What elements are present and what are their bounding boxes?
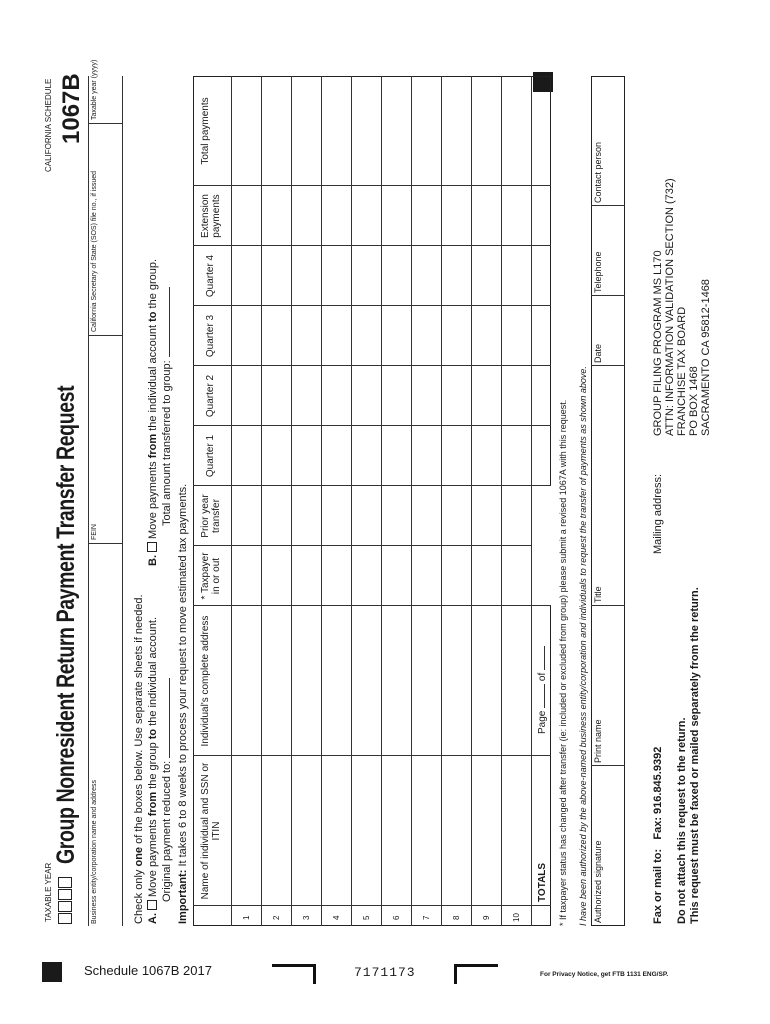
mailing-address-label: Mailing address: <box>652 473 664 554</box>
row-number: 2 <box>272 915 281 920</box>
col-quarter-3: Quarter 3 <box>205 314 216 358</box>
year-digit-box[interactable] <box>58 877 72 888</box>
col-name-ssn: Name of individual and SSN or ITIN <box>200 762 222 900</box>
title-field[interactable]: Title <box>593 586 603 603</box>
year-digit-box[interactable] <box>58 913 72 924</box>
address-line: GROUP FILING PROGRAM MS L170 <box>652 250 664 436</box>
col-total: Total payments <box>200 97 211 165</box>
option-b-sub: Total amount transferred to group: <box>161 287 173 526</box>
taxable-year-field-label: Taxable year (yyyy) <box>91 59 98 120</box>
form-title: Group Nonresident Return Payment Transfer Request <box>52 385 80 864</box>
option-a-sub: Original payment reduced to: <box>161 678 173 902</box>
taxable-year-label: TAXABLE YEAR <box>44 862 53 922</box>
row-number: 8 <box>452 915 461 920</box>
year-digit-box[interactable] <box>58 901 72 912</box>
alignment-marker <box>42 962 62 982</box>
authorization-statement: I have been authorized by the above-named business entity/corporation and individuals to request the transfer of payments as shown above. <box>578 366 588 926</box>
schedule-year-footer: Schedule 1067B 2017 <box>84 963 212 978</box>
col-address: Individual's complete address <box>200 615 211 747</box>
row-number: 7 <box>422 915 431 920</box>
signature-row <box>591 76 625 926</box>
year-digit-box[interactable] <box>58 889 72 900</box>
taxable-year-boxes[interactable] <box>58 877 72 924</box>
total-transferred-field[interactable] <box>169 287 170 357</box>
row-number: 5 <box>362 915 371 920</box>
entity-name-label: Business entity/corporation name and address <box>91 780 98 924</box>
fax-separately-warning: This request must be faxed or mailed separately from the return. <box>689 587 701 924</box>
california-schedule-label: CALIFORNIA SCHEDULE <box>44 78 53 172</box>
option-b: B.Move payments from the individual account to the group. <box>147 258 159 566</box>
date-field[interactable]: Date <box>593 343 603 363</box>
row-number: 10 <box>512 913 521 922</box>
footnote: * If taxpayer status has changed after transfer (ie: included or excluded from group) please submit a revised 1067A with this request. <box>558 399 568 926</box>
totals-label: TOTALS <box>537 862 548 902</box>
sos-file-label: California Secretary of State (SOS) file no., if issued <box>91 170 98 332</box>
print-name-field[interactable]: Print name <box>593 719 603 763</box>
col-quarter-2: Quarter 2 <box>205 374 216 418</box>
fax-line: Fax or mail to: Fax: 916.845.9392 <box>652 746 664 924</box>
row-number: 9 <box>482 915 491 920</box>
payment-table <box>193 76 551 926</box>
barcode-number: 7171173 <box>354 965 416 980</box>
important-note: Important: It takes 6 to 8 weeks to process your request to move estimated tax payments. <box>177 483 189 924</box>
address-line: PO BOX 1468 <box>688 366 700 436</box>
row-number: 1 <box>242 915 251 920</box>
col-prior-year: Prior year transfer <box>200 494 222 538</box>
row-number: 4 <box>332 915 341 920</box>
do-not-attach-warning: Do not attach this request to the return. <box>676 717 688 924</box>
mailing-address <box>652 178 712 436</box>
col-quarter-1: Quarter 1 <box>205 434 216 478</box>
address-line: SACRAMENTO CA 95812-1468 <box>700 279 712 436</box>
col-quarter-4: Quarter 4 <box>205 254 216 298</box>
col-taxpayer-in-out: * Taxpayer in or out <box>200 552 222 600</box>
authorized-signature-field[interactable]: Authorized signature <box>593 840 603 923</box>
fein-label: FEIN <box>91 524 98 540</box>
address-line: FRANCHISE TAX BOARD <box>676 306 688 436</box>
page-total-field[interactable] <box>544 646 545 670</box>
page-indicator: Page of <box>537 646 548 734</box>
row-number: 3 <box>302 915 311 920</box>
fein-field[interactable] <box>100 340 120 540</box>
sos-file-field[interactable] <box>100 132 120 332</box>
address-line: ATTN: INFORMATION VALIDATION SECTION (732) <box>664 178 676 436</box>
option-a-checkbox[interactable] <box>147 900 157 910</box>
contact-person-field[interactable]: Contact person <box>593 141 603 203</box>
option-b-checkbox[interactable] <box>147 542 157 552</box>
page-number-field[interactable] <box>544 684 545 708</box>
option-a: A.Move payments from the group to the individual account. <box>147 616 159 924</box>
privacy-notice: For Privacy Notice, get FTB 1131 ENG/SP. <box>540 971 669 978</box>
original-payment-field[interactable] <box>169 678 170 758</box>
check-one-instruction: Check only one of the boxes below. Use separate sheets if needed. <box>133 594 145 924</box>
entity-name-field[interactable] <box>100 544 120 924</box>
col-extension: Extension payments <box>200 194 222 238</box>
telephone-field[interactable]: Telephone <box>593 251 603 293</box>
form-number: 1067B <box>58 73 85 144</box>
taxable-year-field[interactable] <box>100 76 120 120</box>
row-number: 6 <box>392 915 401 920</box>
